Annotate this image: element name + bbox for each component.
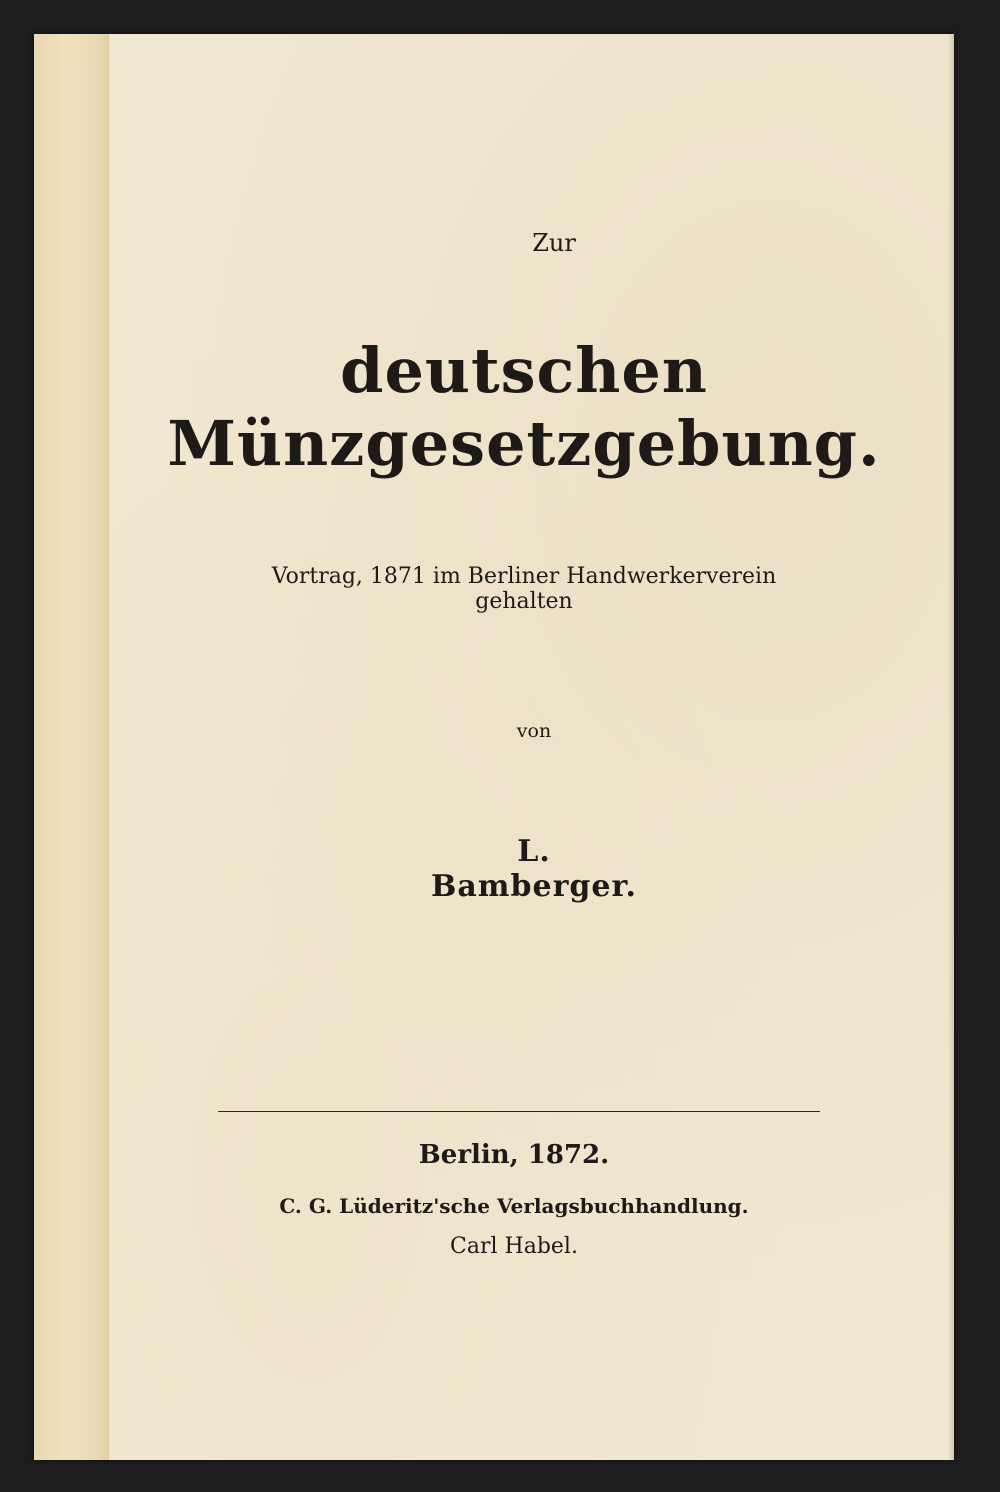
publisher-name: C. G. Lüderitz'sche Verlagsbuchhandlung. [279, 1194, 749, 1218]
title-page [34, 34, 954, 1460]
subtitle: Vortrag, 1871 im Berliner Handwerkerverein gehalten [271, 564, 777, 614]
page-edge-shadow [948, 34, 954, 1460]
binding-strip [34, 34, 109, 1460]
place-and-year: Berlin, 1872. [418, 1140, 610, 1170]
by-line: von [516, 720, 552, 742]
main-title: deutschen Münzgesetzgebung. [167, 334, 881, 480]
author-name: L. Bamberger. [431, 834, 637, 904]
publisher-owner: Carl Habel. [450, 1234, 578, 1259]
title-prefix: Zur [532, 229, 576, 257]
divider-rule [218, 1111, 820, 1112]
